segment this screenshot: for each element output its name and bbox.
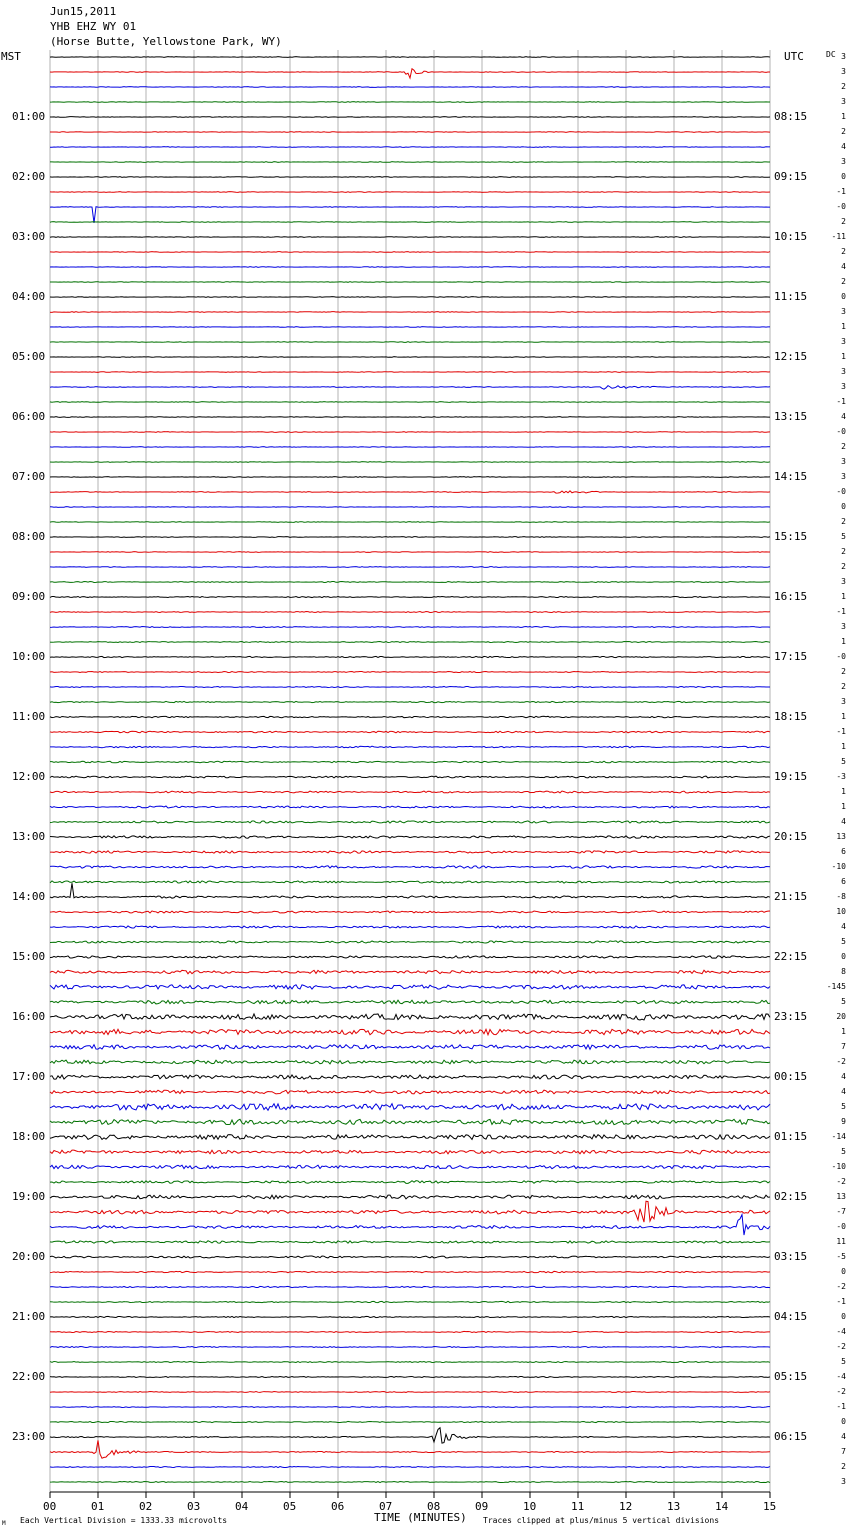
vertical-division-note: Each Vertical Division = 1333.33 microvolts	[20, 1516, 228, 1525]
dc-offset-label: 2	[841, 1462, 846, 1471]
right-hour-label: 08:15	[774, 110, 808, 123]
seismic-trace-69	[50, 1090, 770, 1094]
seismic-trace-25	[50, 432, 770, 433]
dc-offset-label: -2	[836, 1177, 846, 1186]
left-hour-label: 18:00	[12, 1130, 46, 1143]
dc-offset-label: 2	[841, 667, 846, 676]
dc-offset-label: -1	[836, 1402, 846, 1411]
dc-offset-label: 4	[841, 817, 846, 826]
seismic-trace-63	[50, 1000, 770, 1004]
x-axis-label: TIME (MINUTES)	[374, 1511, 467, 1524]
dc-offset-label: 3	[841, 97, 846, 106]
dc-offset-label: 2	[841, 682, 846, 691]
seismic-trace-95	[50, 1481, 770, 1482]
seismic-trace-52	[50, 836, 770, 838]
seismic-trace-64	[50, 1014, 770, 1020]
left-hour-label: 08:00	[12, 530, 46, 543]
seismic-trace-75	[50, 1181, 770, 1184]
left-hour-label: 10:00	[12, 650, 46, 663]
seismic-trace-18	[50, 327, 770, 328]
dc-offset-label: -1	[836, 1297, 846, 1306]
seismic-trace-72	[50, 1135, 770, 1140]
seismic-trace-77	[50, 1201, 770, 1222]
dc-offset-label: 5	[841, 1147, 846, 1156]
dc-offset-label: 0	[841, 952, 846, 961]
seismic-trace-40	[50, 656, 770, 657]
dc-offset-label: 4	[841, 1432, 846, 1441]
seismic-trace-16	[50, 297, 770, 298]
seismic-trace-7	[50, 162, 770, 163]
dc-offset-label: 11	[836, 1237, 846, 1246]
left-hour-label: 04:00	[12, 290, 46, 303]
dc-offset-label: 0	[841, 1267, 846, 1276]
left-hour-label: 23:00	[12, 1430, 46, 1443]
dc-offset-label: -4	[836, 1372, 846, 1381]
dc-offset-label: -5	[836, 1252, 846, 1261]
left-hour-label: 13:00	[12, 830, 46, 843]
seismic-trace-4	[50, 117, 770, 118]
seismic-trace-33	[50, 552, 770, 553]
x-tick-label: 11	[571, 1500, 585, 1513]
dc-offset-label: 3	[841, 67, 846, 76]
left-hour-label: 16:00	[12, 1010, 46, 1023]
left-hour-label: 12:00	[12, 770, 46, 783]
dc-offset-label: 1	[841, 112, 846, 121]
left-hour-label: 14:00	[12, 890, 46, 903]
seismic-trace-10	[50, 207, 770, 223]
seismic-trace-44	[50, 716, 770, 718]
seismic-trace-54	[50, 866, 770, 868]
dc-offset-label: 1	[841, 712, 846, 721]
seismic-trace-70	[50, 1104, 770, 1111]
right-hour-label: 06:15	[774, 1430, 808, 1443]
seismic-trace-21	[50, 372, 770, 373]
dc-offset-label: 1	[841, 742, 846, 751]
dc-offset-label: 20	[836, 1012, 846, 1021]
x-tick-label: 06	[331, 1500, 345, 1513]
dc-offset-label: 2	[841, 217, 846, 226]
dc-offset-label: 4	[841, 1072, 846, 1081]
seismic-trace-50	[50, 806, 770, 808]
seismic-trace-90	[50, 1407, 770, 1408]
dc-offset-label: 1	[841, 787, 846, 796]
dc-offset-label: 5	[841, 1102, 846, 1111]
dc-offset-label: 5	[841, 937, 846, 946]
seismic-trace-3	[50, 102, 770, 103]
left-hour-label: 21:00	[12, 1310, 46, 1323]
dc-offset-label: 2	[841, 547, 846, 556]
left-hour-label: 15:00	[12, 950, 46, 963]
seismic-trace-27	[50, 462, 770, 463]
dc-offset-label: 2	[841, 82, 846, 91]
plot-date: Jun15,2011	[50, 5, 117, 18]
dc-offset-label: 9	[841, 1117, 846, 1126]
right-hour-label: 22:15	[774, 950, 808, 963]
seismic-trace-51	[50, 821, 770, 823]
right-hour-label: 14:15	[774, 470, 808, 483]
dc-offset-label: -0	[836, 202, 846, 211]
seismic-trace-62	[50, 985, 770, 989]
dc-offset-label: 2	[841, 517, 846, 526]
dc-offset-label: 3	[841, 337, 846, 346]
dc-offset-label: 1	[841, 322, 846, 331]
dc-offset-label: 3	[841, 457, 846, 466]
right-timezone: UTC	[784, 50, 804, 63]
right-hour-label: 15:15	[774, 530, 808, 543]
seismic-trace-8	[50, 177, 770, 178]
dc-offset-label: 1	[841, 592, 846, 601]
seismic-trace-92	[50, 1428, 770, 1443]
dc-offset-label: -2	[836, 1057, 846, 1066]
right-hour-label: 20:15	[774, 830, 808, 843]
seismic-trace-26	[50, 447, 770, 448]
dc-offset-label: -1	[836, 397, 846, 406]
seismic-trace-59	[50, 941, 770, 943]
seismic-trace-9	[50, 192, 770, 193]
x-tick-label: 15	[763, 1500, 777, 1513]
seismic-trace-58	[50, 926, 770, 928]
seismic-trace-31	[50, 522, 770, 523]
seismic-trace-15	[50, 282, 770, 283]
seismic-trace-5	[50, 132, 770, 133]
dc-offset-label: 3	[841, 1477, 846, 1486]
left-hour-label: 07:00	[12, 470, 46, 483]
seismic-trace-28	[50, 477, 770, 478]
seismic-trace-83	[50, 1301, 770, 1302]
dc-offset-label: 2	[841, 247, 846, 256]
dc-offset-label: 0	[841, 1417, 846, 1426]
seismic-trace-29	[50, 491, 770, 493]
dc-offset-label: -4	[836, 1327, 846, 1336]
dc-offset-label: 1	[841, 802, 846, 811]
x-tick-label: 09	[475, 1500, 489, 1513]
dc-offset-label: 3	[841, 367, 846, 376]
dc-offset-label: 3	[841, 577, 846, 586]
station-location: (Horse Butte, Yellowstone Park, WY)	[50, 35, 282, 48]
dc-offset-label: 3	[841, 697, 846, 706]
seismic-trace-79	[50, 1241, 770, 1243]
seismic-trace-67	[50, 1060, 770, 1064]
right-hour-label: 19:15	[774, 770, 808, 783]
dc-offset-label: 4	[841, 922, 846, 931]
seismic-trace-86	[50, 1346, 770, 1347]
seismic-trace-11	[50, 222, 770, 223]
seismic-trace-37	[50, 612, 770, 613]
x-tick-label: 14	[715, 1500, 729, 1513]
x-tick-label: 03	[187, 1500, 201, 1513]
dc-offset-label: 13	[836, 832, 846, 841]
seismic-trace-68	[50, 1075, 770, 1079]
x-tick-label: 12	[619, 1500, 633, 1513]
seismic-trace-45	[50, 731, 770, 733]
dc-offset-label: 4	[841, 1087, 846, 1096]
left-hour-label: 05:00	[12, 350, 46, 363]
seismic-trace-17	[50, 312, 770, 313]
dc-offset-label: -8	[836, 892, 846, 901]
seismic-trace-55	[50, 881, 770, 883]
dc-offset-label: -1	[836, 187, 846, 196]
right-hour-label: 05:15	[774, 1370, 808, 1383]
dc-offset-label: -2	[836, 1282, 846, 1291]
dc-offset-label: 1	[841, 352, 846, 361]
seismic-trace-35	[50, 582, 770, 583]
seismic-trace-6	[50, 147, 770, 148]
left-timezone: MST	[1, 50, 21, 63]
right-hour-label: 21:15	[774, 890, 808, 903]
x-tick-label: 13	[667, 1500, 681, 1513]
x-tick-label: 01	[91, 1500, 105, 1513]
right-hour-label: 10:15	[774, 230, 808, 243]
dc-offset-label: -3	[836, 772, 846, 781]
dc-offset-label: -1	[836, 727, 846, 736]
dc-offset-label: -2	[836, 1387, 846, 1396]
seismic-trace-87	[50, 1361, 770, 1362]
dc-offset-label: 0	[841, 502, 846, 511]
seismic-trace-73	[50, 1150, 770, 1154]
left-hour-label: 03:00	[12, 230, 46, 243]
right-hour-label: 11:15	[774, 290, 808, 303]
seismic-trace-42	[50, 686, 770, 687]
seismic-trace-66	[50, 1045, 770, 1050]
seismic-trace-91	[50, 1421, 770, 1422]
dc-offset-label: -2	[836, 1342, 846, 1351]
right-hour-label: 03:15	[774, 1250, 808, 1263]
dc-offset-label: 3	[841, 157, 846, 166]
seismic-trace-34	[50, 567, 770, 568]
seismic-trace-49	[50, 791, 770, 793]
dc-offset-label: -1	[836, 607, 846, 616]
dc-offset-label: 5	[841, 757, 846, 766]
dc-offset-label: -11	[831, 232, 846, 241]
seismic-trace-53	[50, 851, 770, 853]
seismic-trace-13	[50, 252, 770, 253]
seismic-trace-23	[50, 402, 770, 403]
seismic-trace-2	[50, 87, 770, 88]
seismic-trace-19	[50, 342, 770, 343]
seismic-trace-89	[50, 1392, 770, 1393]
seismic-trace-36	[50, 596, 770, 597]
seismic-trace-56	[50, 883, 770, 898]
dc-offset-label: 6	[841, 847, 846, 856]
dc-offset-label: 5	[841, 532, 846, 541]
dc-offset-label: 2	[841, 127, 846, 136]
left-hour-label: 06:00	[12, 410, 46, 423]
dc-offset-label: 4	[841, 262, 846, 271]
seismic-trace-61	[50, 970, 770, 974]
dc-offset-label: -0	[836, 427, 846, 436]
dc-offset-label: 0	[841, 1312, 846, 1321]
dc-offset-label: 3	[841, 307, 846, 316]
left-hour-label: 11:00	[12, 710, 46, 723]
x-tick-label: 10	[523, 1500, 537, 1513]
dc-offset-label: -0	[836, 1222, 846, 1231]
seismic-trace-76	[50, 1195, 770, 1199]
seismic-trace-78	[50, 1215, 770, 1235]
left-hour-label: 19:00	[12, 1190, 46, 1203]
seismic-trace-65	[50, 1029, 770, 1034]
corner-mark: M	[2, 1520, 6, 1527]
seismic-trace-84	[50, 1316, 770, 1317]
dc-offset-label: 2	[841, 562, 846, 571]
dc-offset-label: 10	[836, 907, 846, 916]
dc-offset-label: -14	[831, 1132, 846, 1141]
seismic-trace-39	[50, 641, 770, 642]
seismic-trace-80	[50, 1256, 770, 1258]
seismic-trace-94	[50, 1466, 770, 1467]
dc-offset-label: 5	[841, 997, 846, 1006]
x-tick-label: 08	[427, 1500, 441, 1513]
seismic-trace-74	[50, 1165, 770, 1168]
seismic-trace-88	[50, 1376, 770, 1377]
dc-offset-label: -0	[836, 652, 846, 661]
seismic-trace-32	[50, 537, 770, 538]
dc-label: DC	[826, 50, 836, 59]
seismic-trace-43	[50, 701, 770, 702]
dc-offset-label: 3	[841, 472, 846, 481]
right-hour-label: 13:15	[774, 410, 808, 423]
clip-note: Traces clipped at plus/minus 5 vertical divisions	[483, 1516, 720, 1525]
left-hour-label: 20:00	[12, 1250, 46, 1263]
station-code: YHB EHZ WY 01	[50, 20, 137, 33]
right-hour-label: 00:15	[774, 1070, 808, 1083]
seismic-trace-60	[50, 956, 770, 958]
x-tick-label: 00	[43, 1500, 57, 1513]
dc-offset-label: -10	[831, 862, 846, 871]
right-hour-label: 01:15	[774, 1130, 808, 1143]
seismic-trace-38	[50, 627, 770, 628]
right-hour-label: 17:15	[774, 650, 808, 663]
seismic-trace-41	[50, 671, 770, 672]
dc-offset-label: 1	[841, 637, 846, 646]
right-hour-label: 12:15	[774, 350, 808, 363]
seismic-trace-30	[50, 507, 770, 508]
seismic-trace-14	[50, 267, 770, 268]
dc-offset-label: 4	[841, 142, 846, 151]
dc-offset-label: 3	[841, 382, 846, 391]
dc-offset-label: 0	[841, 292, 846, 301]
seismic-trace-47	[50, 761, 770, 763]
seismic-trace-71	[50, 1119, 770, 1124]
dc-offset-label: -145	[826, 982, 846, 991]
x-tick-label: 04	[235, 1500, 249, 1513]
right-hour-label: 18:15	[774, 710, 808, 723]
dc-offset-label: 2	[841, 442, 846, 451]
dc-offset-label: -10	[831, 1162, 846, 1171]
seismic-trace-0	[50, 57, 770, 58]
seismic-trace-81	[50, 1271, 770, 1272]
x-tick-label: 05	[283, 1500, 297, 1513]
left-hour-label: 17:00	[12, 1070, 46, 1083]
seismic-trace-24	[50, 417, 770, 418]
dc-offset-label: -0	[836, 487, 846, 496]
seismic-trace-12	[50, 237, 770, 238]
dc-offset-label: 8	[841, 967, 846, 976]
seismic-trace-22	[50, 386, 770, 390]
dc-offset-label: 7	[841, 1042, 846, 1051]
x-tick-label: 02	[139, 1500, 153, 1513]
dc-offset-label: 13	[836, 1192, 846, 1201]
dc-offset-label: 1	[841, 1027, 846, 1036]
dc-offset-label: 6	[841, 877, 846, 886]
x-tick-label: 07	[379, 1500, 393, 1513]
seismic-trace-82	[50, 1286, 770, 1287]
seismic-trace-48	[50, 776, 770, 778]
right-hour-label: 04:15	[774, 1310, 808, 1323]
seismic-trace-1	[50, 69, 770, 78]
right-hour-label: 16:15	[774, 590, 808, 603]
seismic-trace-93	[50, 1440, 770, 1458]
left-hour-label: 02:00	[12, 170, 46, 183]
left-hour-label: 01:00	[12, 110, 46, 123]
dc-offset-label: 0	[841, 172, 846, 181]
dc-offset-label: -7	[836, 1207, 846, 1216]
dc-offset-label: 4	[841, 412, 846, 421]
dc-offset-label: 3	[841, 622, 846, 631]
right-hour-label: 09:15	[774, 170, 808, 183]
right-hour-label: 23:15	[774, 1010, 808, 1023]
left-hour-label: 22:00	[12, 1370, 46, 1383]
seismic-trace-85	[50, 1331, 770, 1332]
dc-offset-label: 2	[841, 277, 846, 286]
right-hour-label: 02:15	[774, 1190, 808, 1203]
dc-offset-label: 3	[841, 52, 846, 61]
dc-offset-label: 5	[841, 1357, 846, 1366]
seismic-trace-57	[50, 911, 770, 913]
seismic-trace-20	[50, 357, 770, 358]
left-hour-label: 09:00	[12, 590, 46, 603]
seismic-trace-46	[50, 746, 770, 748]
dc-offset-label: 7	[841, 1447, 846, 1456]
